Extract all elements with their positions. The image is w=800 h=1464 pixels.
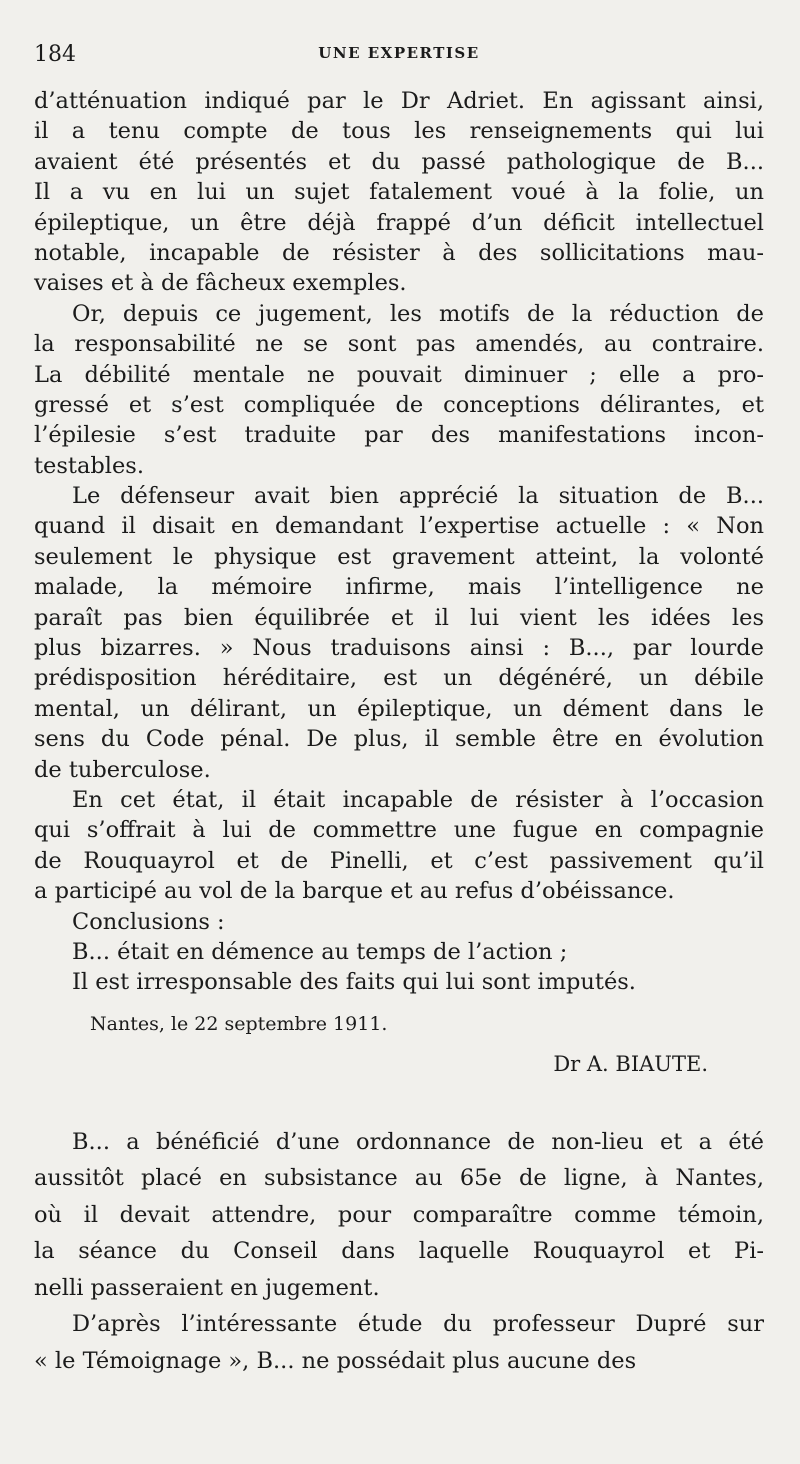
text-line: épileptique, un être déjà frappé d’un déficit intellectuel [34,209,764,236]
text-line: vaises et à de fâcheux exemples. [34,270,407,297]
text-line: mental, un délirant, un épileptique, un dément dans le [34,695,764,722]
text-line: notable, incapable de résister à des sollicitations mau- [34,239,764,266]
section-gap [34,1084,764,1124]
text-line: seulement le physique est gravement atteint, la volonté [34,543,764,570]
text-line: malade, la mémoire infirme, mais l’intelligence ne [34,574,764,601]
text-line: a participé au vol de la barque et au refus d’obéissance. [34,878,675,905]
page-body [34,86,764,1379]
text-line: de Rouquayrol et de Pinelli, et c’est passivement qu’il [34,847,764,874]
report-date: Nantes, le 22 septembre 1911. [90,1012,388,1035]
report-signature: Dr A. BIAUTE. [553,1051,708,1076]
text-line: la séance du Conseil dans laquelle Rouquayrol et Pi- [34,1238,764,1265]
text-line: testables. [34,452,144,479]
text-line: paraît pas bien équilibrée et il lui vient les idées les [34,604,764,631]
text-line: Conclusions : [72,908,225,935]
paragraph [34,937,764,967]
narrative-text [34,1124,764,1380]
text-line: gressé et s’est compliquée de conceptions délirantes, et [34,391,764,418]
paragraph [34,481,764,785]
paragraph [34,967,764,997]
page-number: 184 [34,42,76,67]
text-line: Or, depuis ce jugement, les motifs de la réduction de [72,300,764,327]
page-header [34,42,764,72]
paragraph [34,785,764,907]
text-line: il a tenu compte de tous les renseignements qui lui [34,118,764,145]
paragraph [34,299,764,481]
text-line: l’épilesie s’est traduite par des manifestations incon- [34,422,764,449]
text-line: où il devait attendre, pour comparaître comme témoin, [34,1201,764,1228]
expert-report-text [34,86,764,998]
running-title: UNE EXPERTISE [318,44,480,62]
text-line: d’atténuation indiqué par le Dr Adriet. En agissant ainsi, [34,88,764,114]
text-line: de tuberculose. [34,756,211,783]
text-line: D’après l’intéressante étude du professeur Dupré sur [72,1311,764,1338]
text-line: B... a bénéficié d’une ordonnance de non-lieu et a été [72,1128,764,1155]
text-line: quand il disait en demandant l’expertise actuelle : « Non [34,513,764,540]
text-line: aussitôt placé en subsistance au 65e de ligne, à Nantes, [34,1165,764,1192]
text-line: nelli passeraient en jugement. [34,1274,380,1301]
text-line: Le défenseur avait bien apprécié la situation de B... [72,483,764,510]
text-line: Il est irresponsable des faits qui lui sont imputés. [72,969,636,996]
text-line: En cet état, il était incapable de résister à l’occasion [72,786,764,813]
text-line: Il a vu en lui un sujet fatalement voué à la folie, un [34,179,764,206]
text-line: la responsabilité ne se sont pas amendés, au contraire. [34,331,764,358]
paragraph [34,86,764,299]
text-line: plus bizarres. » Nous traduisons ainsi : B..., par lourde [34,635,764,662]
paragraph [34,1306,764,1379]
text-line: La débilité mentale ne pouvait diminuer ; elle a pro- [34,361,764,388]
text-line: sens du Code pénal. De plus, il semble être en évolution [34,726,764,753]
text-line: B... était en démence au temps de l’action ; [72,938,568,965]
text-line: « le Témoignage », B... ne possédait plus aucune des [34,1347,637,1374]
text-line: qui s’offrait à lui de commettre une fugue en compagnie [34,817,764,844]
paragraph [34,907,764,937]
text-line: avaient été présentés et du passé pathologique de B... [34,148,764,175]
paragraph [34,1124,764,1307]
text-line: prédisposition héréditaire, est un dégénéré, un débile [34,665,764,692]
